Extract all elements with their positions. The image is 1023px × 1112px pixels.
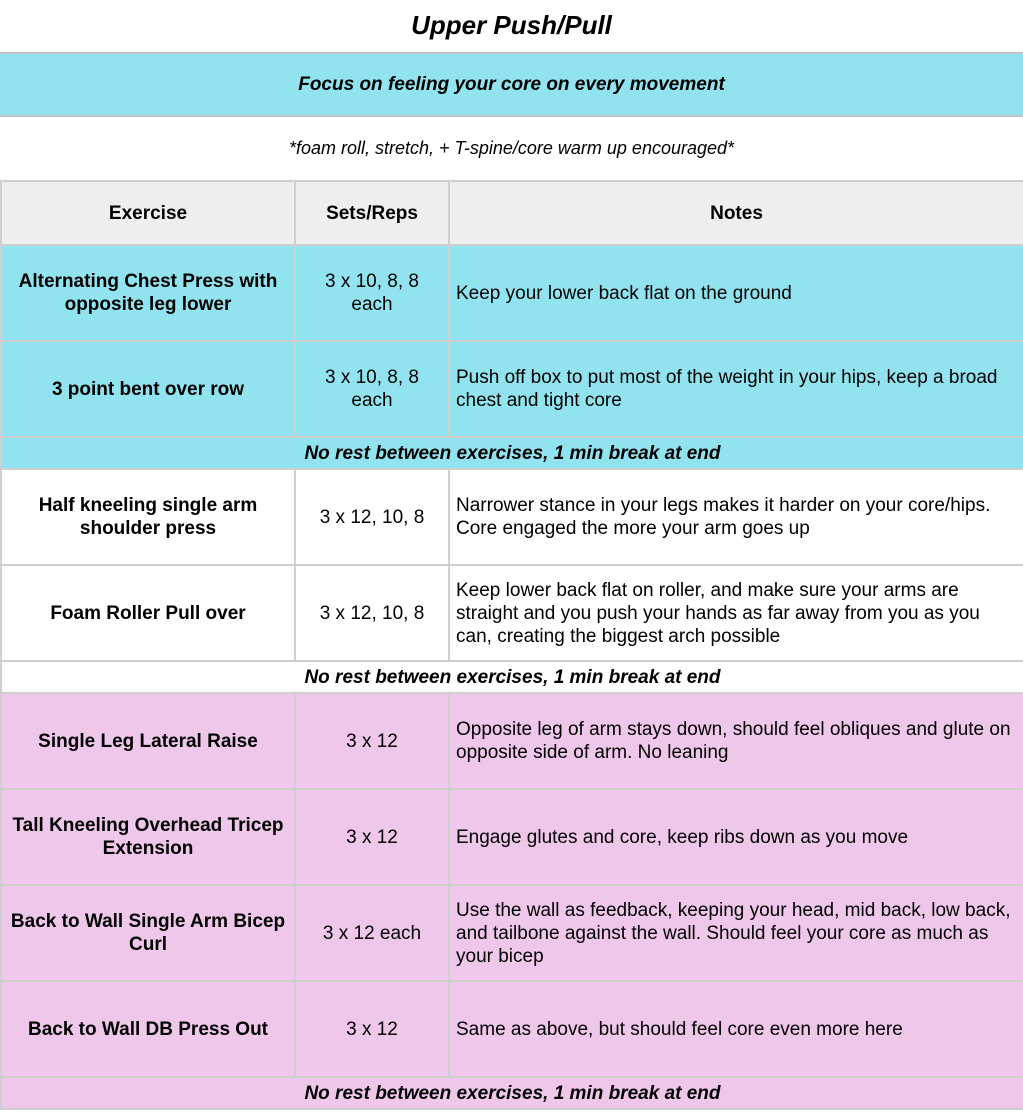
exercise-name: Back to Wall Single Arm Bicep Curl [1, 885, 295, 981]
sets-reps: 3 x 12, 10, 8 [295, 565, 449, 661]
exercise-name: Half kneeling single arm shoulder press [1, 469, 295, 565]
rest-row [1, 1077, 1023, 1109]
exercise-notes: Same as above, but should feel core even more here [449, 981, 1023, 1077]
rest-note: No rest between exercises, 1 min break at end [1, 1077, 1023, 1109]
exercise-table [0, 180, 1023, 1110]
exercise-name: Alternating Chest Press with opposite leg lower [1, 245, 295, 341]
rest-note: No rest between exercises, 1 min break at end [1, 661, 1023, 693]
exercise-notes: Opposite leg of arm stays down, should feel obliques and glute on opposite side of arm. No leaning [449, 693, 1023, 789]
rest-row [1, 661, 1023, 693]
table-row [1, 469, 1023, 565]
sets-reps: 3 x 12 [295, 693, 449, 789]
table-row [1, 693, 1023, 789]
table-header-row [1, 181, 1023, 245]
column-header-notes: Notes [449, 181, 1023, 245]
exercise-notes: Narrower stance in your legs makes it harder on your core/hips. Core engaged the more your arm goes up [449, 469, 1023, 565]
exercise-notes: Engage glutes and core, keep ribs down as you move [449, 789, 1023, 885]
page-title: Upper Push/Pull [411, 9, 612, 40]
table-row [1, 885, 1023, 981]
exercise-name: Foam Roller Pull over [1, 565, 295, 661]
sets-reps: 3 x 12 [295, 981, 449, 1077]
rest-note: No rest between exercises, 1 min break at end [1, 437, 1023, 469]
exercise-name: Back to Wall DB Press Out [1, 981, 295, 1077]
rest-row [1, 437, 1023, 469]
sets-reps: 3 x 12 each [295, 885, 449, 981]
table-row [1, 341, 1023, 437]
warmup-note: *foam roll, stretch, + T-spine/core warm up encouraged* [0, 117, 1023, 180]
table-row [1, 245, 1023, 341]
sets-reps: 3 x 12, 10, 8 [295, 469, 449, 565]
table-row [1, 789, 1023, 885]
column-header-sets-reps: Sets/Reps [295, 181, 449, 245]
exercise-notes: Use the wall as feedback, keeping your head, mid back, low back, and tailbone against the wall. Should feel your core as much as your bicep [449, 885, 1023, 981]
table-row [1, 565, 1023, 661]
exercise-notes: Keep lower back flat on roller, and make sure your arms are straight and you push your hands as far away from you as you can, creating the biggest arch possible [449, 565, 1023, 661]
exercise-name: 3 point bent over row [1, 341, 295, 437]
exercise-notes: Push off box to put most of the weight in your hips, keep a broad chest and tight core [449, 341, 1023, 437]
exercise-name: Tall Kneeling Overhead Tricep Extension [1, 789, 295, 885]
sets-reps: 3 x 12 [295, 789, 449, 885]
column-header-exercise: Exercise [1, 181, 295, 245]
exercise-notes: Keep your lower back flat on the ground [449, 245, 1023, 341]
sets-reps: 3 x 10, 8, 8 each [295, 341, 449, 437]
sets-reps: 3 x 10, 8, 8 each [295, 245, 449, 341]
table-row [1, 981, 1023, 1077]
exercise-name: Single Leg Lateral Raise [1, 693, 295, 789]
focus-banner: Focus on feeling your core on every movement [0, 52, 1023, 117]
